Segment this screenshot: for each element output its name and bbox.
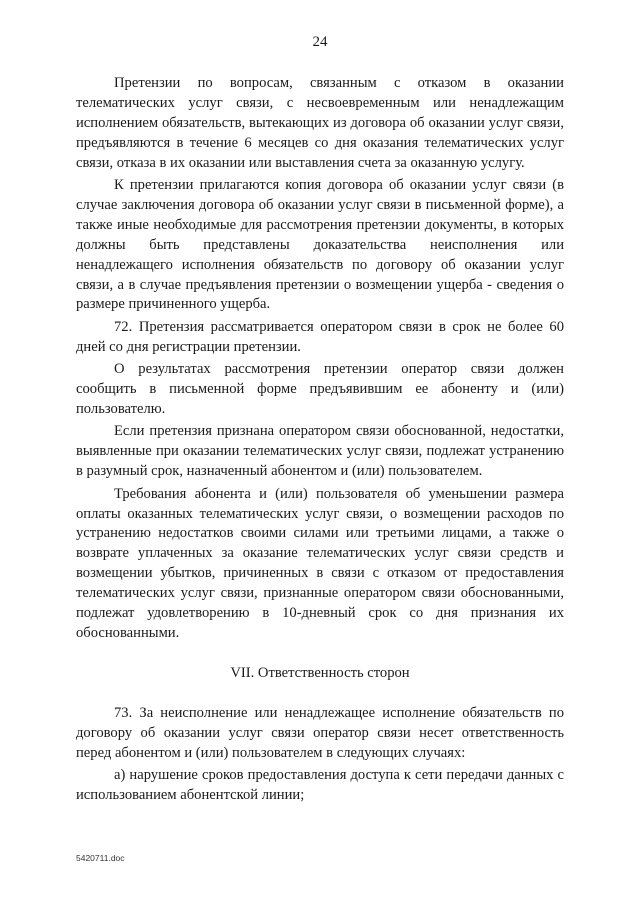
- paragraph-review-results: О результатах рассмотрения претензии оператор связи должен сообщить в письменной форме предъявившим ее абоненту и (или) пользователю.: [76, 361, 564, 417]
- paragraph-73-item-a: а) нарушение сроков предоставления доступа к сети передачи данных с использованием абонентской линии;: [76, 767, 564, 803]
- section-heading: VII. Ответственность сторон: [230, 664, 410, 681]
- document-body: [76, 74, 564, 808]
- paragraph-justified-claim: Если претензия признана оператором связи обоснованной, недостатки, выявленные при оказании телематических услуг связи, подлежат устранению в разумный срок, назначенный абонентом и (или) пользователем.: [76, 423, 564, 480]
- paragraph-claims-deadline: Претензии по вопросам, связанным с отказом в оказании телематических услуг связи, с несвоевременным или ненадлежащим исполнением обязательств, вытекающих из договора об оказании услуг связи, предъявляются в течение 6 месяцев со дня оказания телематических услуг связи, отказа в их оказании или выставления счета за оказанную услугу.: [76, 75, 564, 171]
- page-number: 24: [312, 34, 328, 50]
- document-filename: 5420711.doc: [76, 853, 125, 863]
- paragraph-72-review-period: 72. Претензия рассматривается оператором связи в срок не более 60 дней со дня регистрации претензии.: [76, 318, 564, 355]
- paragraph-73-liability: 73. За неисполнение или ненадлежащее исполнение обязательств по договору об оказании услуг связи оператор связи несет ответственность перед абонентом и (или) пользователем в следующих случаях:: [76, 704, 564, 761]
- paragraph-payment-reduction: Требования абонента и (или) пользователя об уменьшении размера оплаты оказанных телематических услуг связи, о возмещении расходов по устранению недостатков своими силами или третьими лицами, а также о возврате уплаченных за оказание телематических услуг связи средств и возмещении убытков, причиненных в связи с отказом от предоставления телематических услуг связи, признанные оператором связи обоснованными, подлежат удовлетворению в 10-дневный срок со дня признания их обоснованными.: [76, 485, 564, 641]
- paragraph-claim-attachments: К претензии прилагаются копия договора об оказании услуг связи (в случае заключения договора об оказании услуг связи в письменной форме), а также иные необходимые для рассмотрения претензии документы, в которых должны быть представлены доказательства неисполнения или ненадлежащего исполнения обязательств по договору об оказании услуг связи, а в случае предъявления претензии о возмещении ущерба - сведения о размере причиненного ущерба.: [76, 177, 564, 313]
